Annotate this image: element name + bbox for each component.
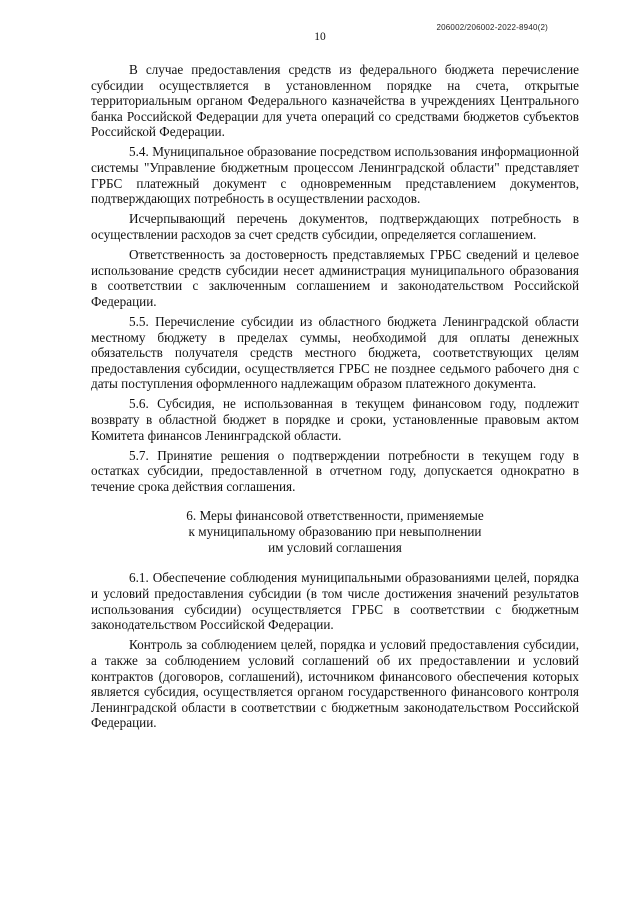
section-heading-line: им условий соглашения [268, 540, 402, 556]
paragraph-5-7: 5.7. Принятие решения о подтверждении потребности в текущем году в остатках субсидии, предоставленной в отчетном году, допускается однократно в течение срока действия соглашения. [91, 447, 579, 494]
section-heading-line: к муниципальному образованию при невыполнении [188, 524, 482, 540]
paragraph-5-4: 5.4. Муниципальное образование посредством использования информационной системы "Управление бюджетным процессом Ленинградской области" представляет ГРБС платежный документ с одновременным представлением документов, подтверждающих потребность в осуществлении расходов. [91, 144, 579, 207]
section-6-heading [91, 508, 579, 556]
page-number: 10 [314, 31, 326, 43]
paragraph-documents-list: Исчерпывающий перечень документов, подтверждающих потребность в осуществлении расходов за счет средств субсидии, определяется соглашением. [91, 211, 579, 242]
paragraph-6-1: 6.1. Обеспечение соблюдения муниципальными образованиями целей, порядка и условий предоставления субсидии (в том числе достижения значений результатов использования субсидии) осуществляется ГРБС в соответствии с бюджетным законодательством Российской Федерации. [91, 570, 579, 633]
document-body [91, 62, 579, 735]
paragraph-responsibility: Ответственность за достоверность представляемых ГРБС сведений и целевое использование средств субсидии несет администрация муниципального образования в соответствии с заключенным соглашением и законодательством Российской Федерации. [91, 247, 579, 309]
paragraph-control: Контроль за соблюдением целей, порядка и условий предоставления субсидии, а также за соблюдением условий соглашений об их предоставлении и условий контрактов (договоров, соглашений), источником финансового обеспечения которых является субсидия, осуществляется органом государственного финансового контроля Ленинградской области в соответствии с бюджетным законодательством Российской Федерации. [91, 637, 579, 731]
paragraph-subsidy-transfer-federal: В случае предоставления средств из федерального бюджета перечисление субсидии осуществляется в установленном порядке на счета, открытые территориальным органом Федерального казначейства в учреждениях Центрального банка Российской Федерации для учета операций со средствами бюджетов субъектов Российской Федерации. [91, 62, 579, 140]
section-heading-line: 6. Меры финансовой ответственности, применяемые [186, 508, 484, 524]
paragraph-5-6: 5.6. Субсидия, не использованная в текущем финансовом году, подлежит возврату в областной бюджет в порядке и сроки, установленные правовым актом Комитета финансов Ленинградской области. [91, 396, 579, 443]
paragraph-5-5: 5.5. Перечисление субсидии из областного бюджета Ленинградской области местному бюджету в пределах суммы, необходимой для оплаты денежных обязательств получателя средств местного бюджета, соответствующих целям предоставления субсидии, осуществляется ГРБС не позднее седьмого рабочего дня с даты поступления оформленного надлежащим образом платежного документа. [91, 313, 579, 392]
document-number: 206002/206002-2022-8940(2) [436, 23, 548, 32]
